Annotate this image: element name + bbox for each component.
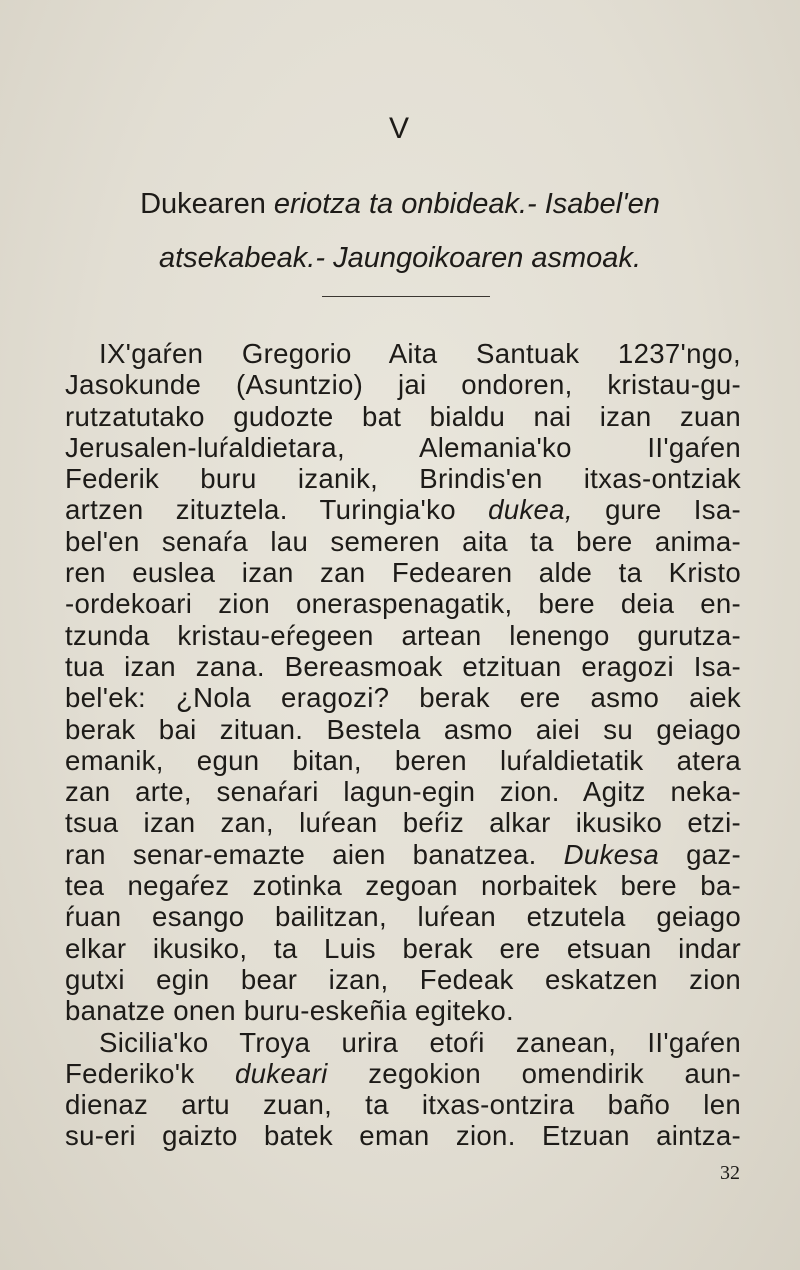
text-line: banatze onen buru-eskeñia egiteko.	[65, 995, 514, 1027]
text-line	[65, 1058, 741, 1089]
text-line: su-eri gaizto batek eman zion. Etzuan aintza-	[65, 1120, 741, 1152]
text-line: dienaz artu zuan, ta itxas-ontzira baño len	[65, 1089, 741, 1121]
text-line: emanik, egun bitan, beren luŕaldietatik atera	[65, 744, 741, 776]
text-line: berak bai zituan. Bestela asmo aiei su geiago	[65, 713, 741, 745]
text-line	[65, 839, 741, 870]
chapter-heading-line-1	[60, 190, 740, 219]
italic-word: dukeari	[235, 1057, 328, 1089]
text-line: ŕuan esango bailitzan, luŕean etzutela geiago	[65, 901, 741, 933]
chapter-heading-line-2	[60, 244, 740, 273]
italic-word: dukea,	[488, 494, 573, 526]
text-line: Jerusalen-luŕaldietara, Alemania'ko II'gaŕen	[65, 431, 741, 463]
text-span: Federiko'k	[65, 1057, 236, 1089]
text-line: tea negaŕez zotinka zegoan norbaitek bere ba-	[65, 870, 741, 902]
body-text	[65, 338, 741, 1152]
text-line: Jasokunde (Asuntzio) jai ondoren, kristau-gu-	[65, 369, 741, 401]
italic-word: Dukesa	[563, 838, 660, 870]
text-line: tua izan zana. Bereasmoak etzituan eragozi Isa-	[65, 650, 741, 682]
chapter-number: V	[388, 112, 411, 145]
heading-italic: atsekabeak.- Jaungoikoaren asmoak.	[158, 242, 641, 274]
text-line: -ordekoari zion oneraspenagatik, bere deia en-	[65, 588, 741, 620]
heading-italic: eriotza ta onbideak.- Isabel'en	[273, 188, 660, 220]
text-line: elkar ikusiko, ta Luis berak ere etsuan indar	[65, 932, 741, 964]
text-line: ren euslea izan zan Fedearen alde ta Kristo	[65, 557, 741, 589]
heading-divider	[322, 296, 490, 297]
page-number: 32	[720, 1162, 740, 1184]
text-span: ran senar-emazte aien banatzea.	[65, 838, 564, 870]
text-line: bel'ek: ¿Nola eragozi? berak ere asmo aiek	[65, 682, 741, 714]
text-line: bel'en senaŕa lau semeren aita ta bere anima-	[65, 525, 741, 557]
text-line: gutxi egin bear izan, Fedeak eskatzen zion	[65, 963, 741, 995]
text-line: Sicilia'ko Troya urira etoŕi zanean, II'gaŕen	[99, 1026, 741, 1058]
text-line: Federik buru izanik, Brindis'en itxas-ontziak	[65, 463, 741, 495]
text-span: zegokion omendirik aun-	[327, 1057, 741, 1089]
text-line: IX'gaŕen Gregorio Aita Santuak 1237'ngo,	[99, 338, 741, 369]
text-line: rutzatutako gudozte bat bialdu nai izan zuan	[65, 400, 741, 432]
text-line: tzunda kristau-eŕegeen artean lenengo gurutza-	[65, 619, 741, 651]
text-line: zan arte, senaŕari lagun-egin zion. Agitz neka-	[65, 776, 741, 808]
text-line	[65, 494, 741, 525]
text-span: artzen zituztela. Turingia'ko	[65, 494, 489, 526]
text-span: gure Isa-	[572, 494, 741, 526]
text-line: tsua izan zan, luŕean beŕiz alkar ikusiko etzi-	[65, 807, 741, 839]
text-span: gaz-	[659, 838, 741, 870]
heading-upright: Dukearen	[140, 188, 274, 220]
